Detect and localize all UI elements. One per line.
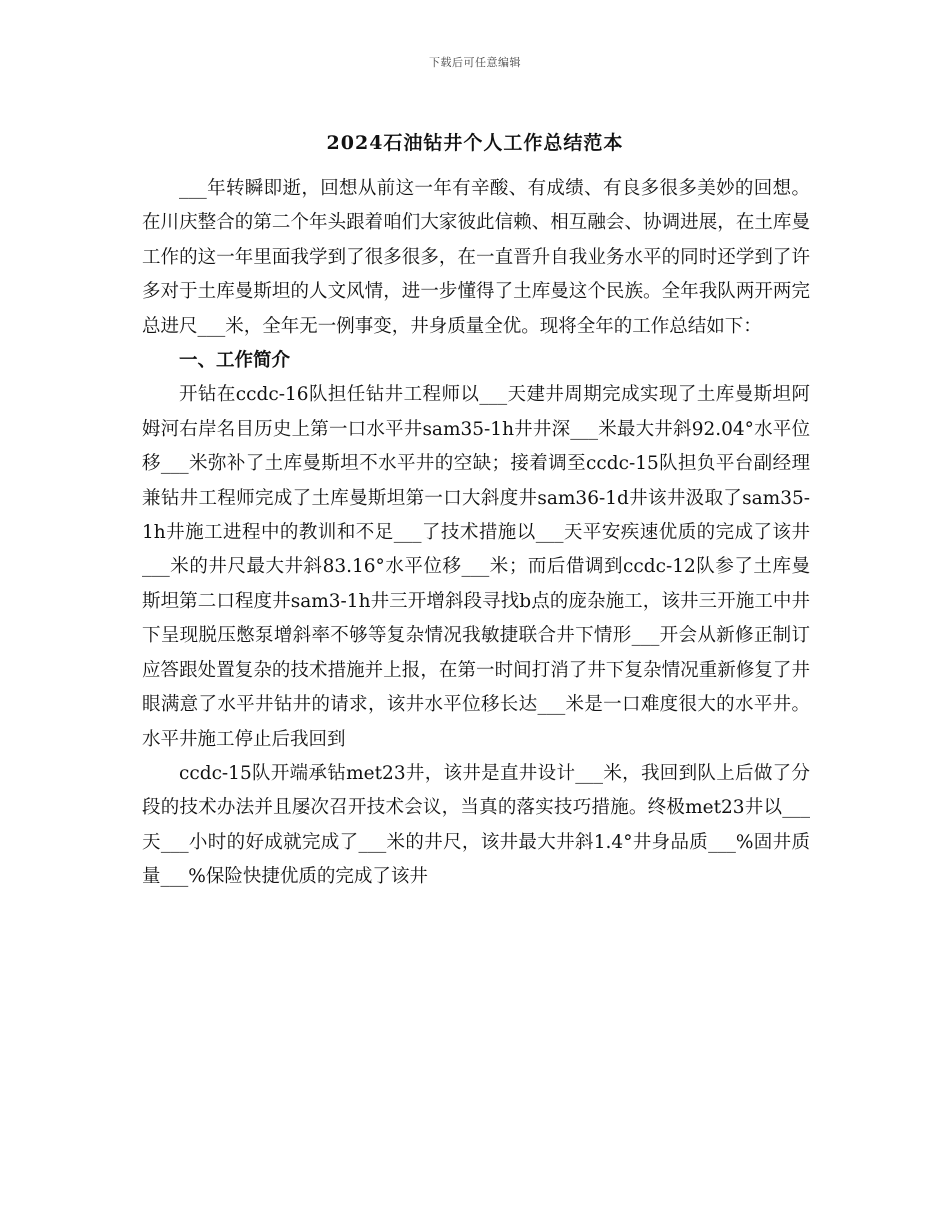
paragraph-work-details: 开钻在ccdc-16队担任钻井工程师以___天建井周期完成实现了土库曼斯坦阿姆河右岸名目历史上第一口水平井sam35-1h井井深___米最大井斜92.04°水平位移___米弥补了土库曼斯坦不水平井的空缺；接着调至ccdc-15队担负平台副经理兼钻井工程师完成了土库曼斯坦第一口大斜度井sam36-1d井该井汲取了sam35-1h井施工进程中的教训和不足___了技术措施以___天平安疾速优质的完成了该井___米的井尺最大井斜83.16°水平位移___米；而后借调到ccdc-12队参了土库曼斯坦第二口程度井sam3-1h井三开增斜段寻找b点的庞杂施工，该井三开施工中井下呈现脱压憋泵增斜率不够等复杂情况我敏捷联合井下情形___开会从新修正制订应答跟处置复杂的技术措施并上报，在第一时间打消了井下复杂情况重新修复了井眼满意了水平井钻井的请求，该井水平位移长达___米是一口难度很大的水平井。水平井施工停止后我回到 xyxy=(142,384,810,750)
document-title: 2024石油钻井个人工作总结范本 xyxy=(326,132,624,154)
paragraph-met23-well: ccdc-15队开端承钻met23井，该井是直井设计___米，我回到队上后做了分段的技术办法并且屡次召开技术会议，当真的落实技巧措施。终极met23井以___天___小时的好成就完成了___米的井尺，该井最大井斜1.4°井身品质___%固井质量___%保险快捷优质的完成了该井 xyxy=(142,762,810,888)
header-note: 下载后可任意编辑 xyxy=(429,56,521,69)
document-body xyxy=(142,172,810,895)
paragraph-intro: ___年转瞬即逝，回想从前这一年有辛酸、有成绩、有良多很多美妙的回想。在川庆整合的第二个年头跟着咱们大家彼此信赖、相互融会、协调进展，在土库曼工作的这一年里面我学到了很多很多，在一直晋升自我业务水平的同时还学到了许多对于土库曼斯坦的人文风情，进一步懂得了土库曼这个民族。全年我队两开两完总进尺___米，全年无一例事变，井身质量全优。现将全年的工作总结如下： xyxy=(142,178,810,337)
section-heading-work-intro: 一、工作简介 xyxy=(179,350,291,372)
